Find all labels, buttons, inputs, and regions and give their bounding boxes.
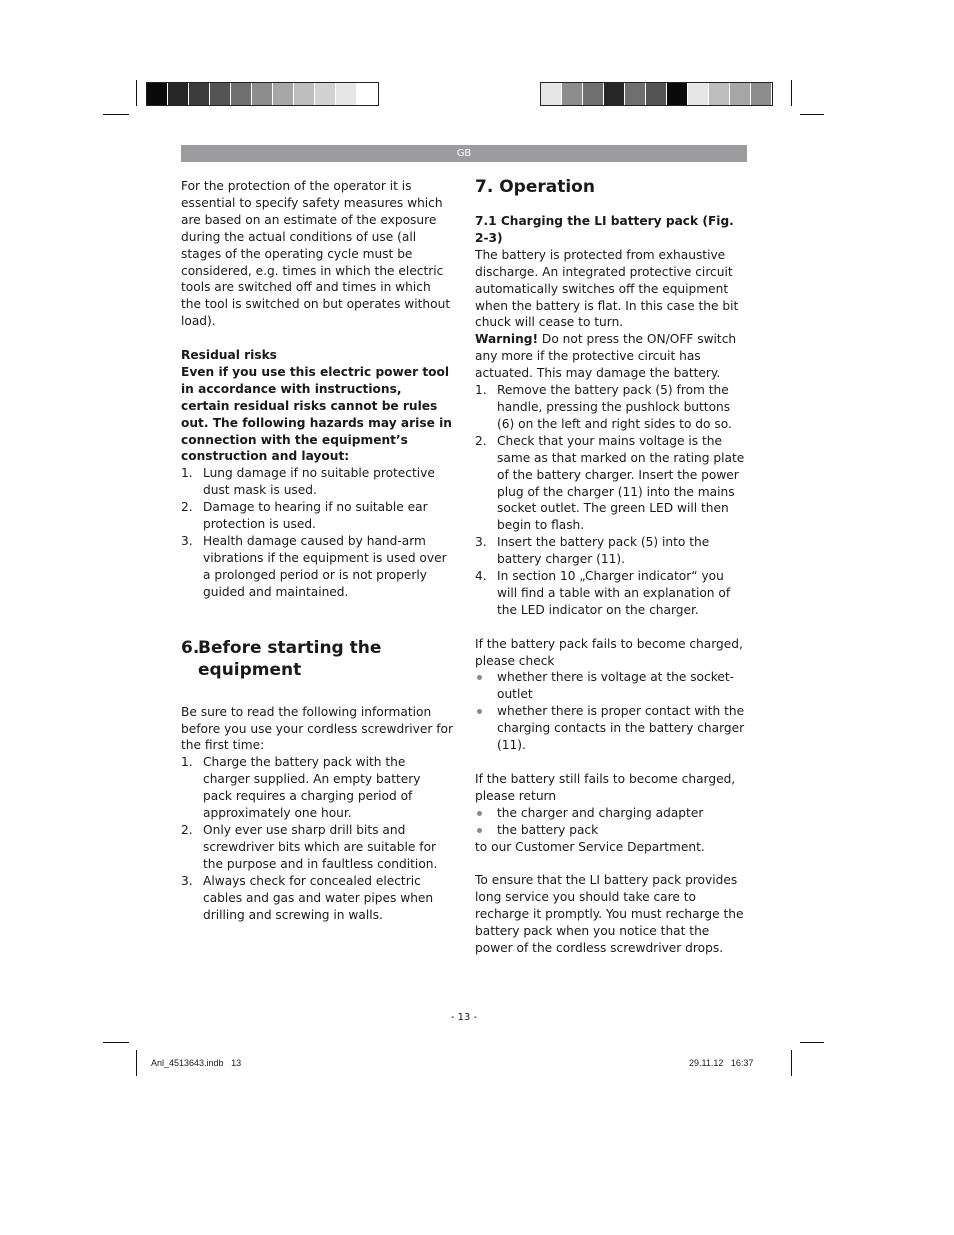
item-number: 4. — [475, 569, 487, 584]
language-header-bar — [181, 145, 747, 162]
item-text: In section 10 „Charger indicator“ you will find a table with an explanation of the LED indicator on the charger. — [497, 569, 731, 617]
item-text: Remove the battery pack (5) from the handle, pressing the pushlock buttons (6) on the left and right sides to do so. — [497, 383, 732, 431]
right-color-bar — [540, 82, 773, 106]
section-6-intro: Be sure to read the following information before you use your cordless screwdriver for the first time: — [181, 704, 453, 753]
return-list — [475, 805, 747, 839]
color-swatch — [336, 83, 357, 105]
list-item — [181, 465, 453, 499]
item-number: 2. — [181, 500, 193, 515]
section-number: 6. — [181, 637, 200, 658]
right-column — [475, 176, 747, 957]
color-swatch — [189, 83, 210, 105]
residual-risks-warning: Even if you use this electric power tool in accordance with instructions, certain residual risks cannot be rules out. The following hazards may arise in connection with the equipment’s construction and layout: — [181, 364, 452, 464]
page-number: - 13 - — [450, 1012, 478, 1023]
crop-mark — [791, 80, 792, 106]
color-swatch — [357, 83, 378, 105]
color-swatch — [751, 83, 772, 105]
crop-mark — [800, 1042, 824, 1043]
item-text: whether there is proper contact with the charging contacts in the battery charger (11). — [497, 704, 745, 753]
longevity-paragraph: To ensure that the LI battery pack provides long service you should take care to recharge it promptly. You must recharge the battery pack when you notice that the power of the cordless screwdriver drops. — [475, 873, 744, 955]
language-tag: GB — [456, 148, 472, 159]
color-swatch — [583, 83, 604, 105]
bullet-icon — [477, 709, 482, 714]
list-item — [475, 382, 747, 433]
list-item — [475, 703, 747, 754]
left-color-bar — [146, 82, 379, 106]
color-swatch — [730, 83, 751, 105]
color-swatch — [604, 83, 625, 105]
list-item — [181, 822, 453, 873]
color-swatch — [315, 83, 336, 105]
color-swatch — [273, 83, 294, 105]
list-item — [181, 533, 453, 601]
section-title: Before starting the equipment — [198, 637, 382, 680]
item-text: Charge the battery pack with the charger supplied. An empty battery pack requires a charging period of approximately one hour. — [203, 755, 421, 821]
crop-mark — [136, 1050, 137, 1076]
left-column — [181, 178, 453, 923]
item-number: 2. — [181, 822, 193, 837]
fail-check-intro: If the battery pack fails to become charged, please check — [475, 636, 743, 668]
crop-mark — [791, 1050, 792, 1076]
color-swatch — [646, 83, 667, 105]
residual-risks-list — [181, 465, 453, 600]
list-item — [181, 754, 453, 822]
item-text: Lung damage if no suitable protective dust mask is used. — [203, 466, 435, 498]
bullet-icon — [477, 811, 482, 816]
warning-label: Warning! — [475, 332, 539, 347]
item-text: Health damage caused by hand-arm vibrations if the equipment is used over a prolonged period or is not properly guided and maintained. — [203, 534, 447, 599]
section-6-list — [181, 754, 453, 923]
item-text: Only ever use sharp drill bits and screwdriver bits which are suitable for the purpose and in faultless condition. — [203, 822, 438, 871]
section-6-heading — [181, 637, 453, 681]
item-text: Always check for concealed electric cables and gas and water pipes when drilling and screwing in walls. — [203, 873, 434, 922]
item-number: 3. — [181, 873, 193, 888]
list-item — [181, 873, 453, 924]
warning-text: Do not press the ON/OFF switch any more if the protective circuit has actuated. This may damage the battery. — [475, 332, 737, 381]
footer-datetime: 29.11.12 16:37 — [689, 1058, 754, 1068]
color-swatch — [562, 83, 583, 105]
item-text: Insert the battery pack (5) into the battery charger (11). — [497, 535, 710, 567]
color-swatch — [625, 83, 646, 105]
list-item — [475, 669, 747, 703]
list-item — [181, 499, 453, 533]
color-swatch — [294, 83, 315, 105]
color-swatch — [231, 83, 252, 105]
crop-mark — [103, 114, 129, 115]
item-number: 1. — [475, 383, 487, 398]
color-swatch — [667, 83, 688, 105]
item-number: 2. — [475, 433, 487, 448]
fail-check-list — [475, 669, 747, 754]
return-outro: to our Customer Service Department. — [475, 839, 705, 854]
color-swatch — [252, 83, 273, 105]
color-swatch — [688, 83, 709, 105]
footer-file-name: Anl_4513643.indb 13 — [151, 1058, 242, 1068]
list-item — [475, 568, 747, 619]
color-swatch — [210, 83, 231, 105]
list-item — [475, 805, 747, 822]
item-number: 1. — [181, 466, 193, 481]
charging-steps-list — [475, 382, 747, 619]
return-intro: If the battery still fails to become charged, please return — [475, 771, 736, 803]
item-text: the charger and charging adapter — [497, 805, 704, 820]
item-number: 1. — [181, 755, 193, 770]
color-swatch — [147, 83, 168, 105]
item-text: Damage to hearing if no suitable ear protection is used. — [203, 500, 428, 532]
crop-mark — [800, 114, 824, 115]
section-7-heading: 7. Operation — [475, 177, 595, 197]
color-swatch — [168, 83, 189, 105]
item-text: the battery pack — [497, 822, 599, 837]
crop-mark — [136, 80, 137, 106]
list-item — [475, 534, 747, 568]
item-text: whether there is voltage at the socket-outlet — [497, 670, 735, 702]
intro-paragraph: For the protection of the operator it is essential to specify safety measures which are based on an estimate of the exposure during the actual conditions of use (all stages of the operating cycle must be considered, e.g. times in which the electric tools are switched off and times in which the tool is switched on but operates without load). — [181, 179, 451, 329]
list-item — [475, 822, 747, 839]
item-number: 3. — [181, 534, 193, 549]
subsection-7-1-heading: 7.1 Charging the LI battery pack (Fig. 2-3) — [475, 214, 734, 245]
warning-paragraph — [475, 331, 747, 382]
bullet-icon — [477, 675, 482, 680]
list-item — [475, 433, 747, 534]
crop-mark — [103, 1042, 129, 1043]
color-swatch — [541, 83, 562, 105]
battery-protection-text: The battery is protected from exhaustive discharge. An integrated protective circuit automatically switches off the equipment when the battery is flat. In this case the bit chuck will cease to turn. — [475, 247, 739, 330]
item-number: 3. — [475, 535, 487, 550]
color-swatch — [709, 83, 730, 105]
bullet-icon — [477, 828, 482, 833]
item-text: Check that your mains voltage is the same as that marked on the rating plate of the battery charger. Insert the power plug of the charger (11) into the mains socket outlet. The green LED will then begin to flash. — [497, 433, 745, 533]
residual-risks-title: Residual risks — [181, 348, 277, 363]
